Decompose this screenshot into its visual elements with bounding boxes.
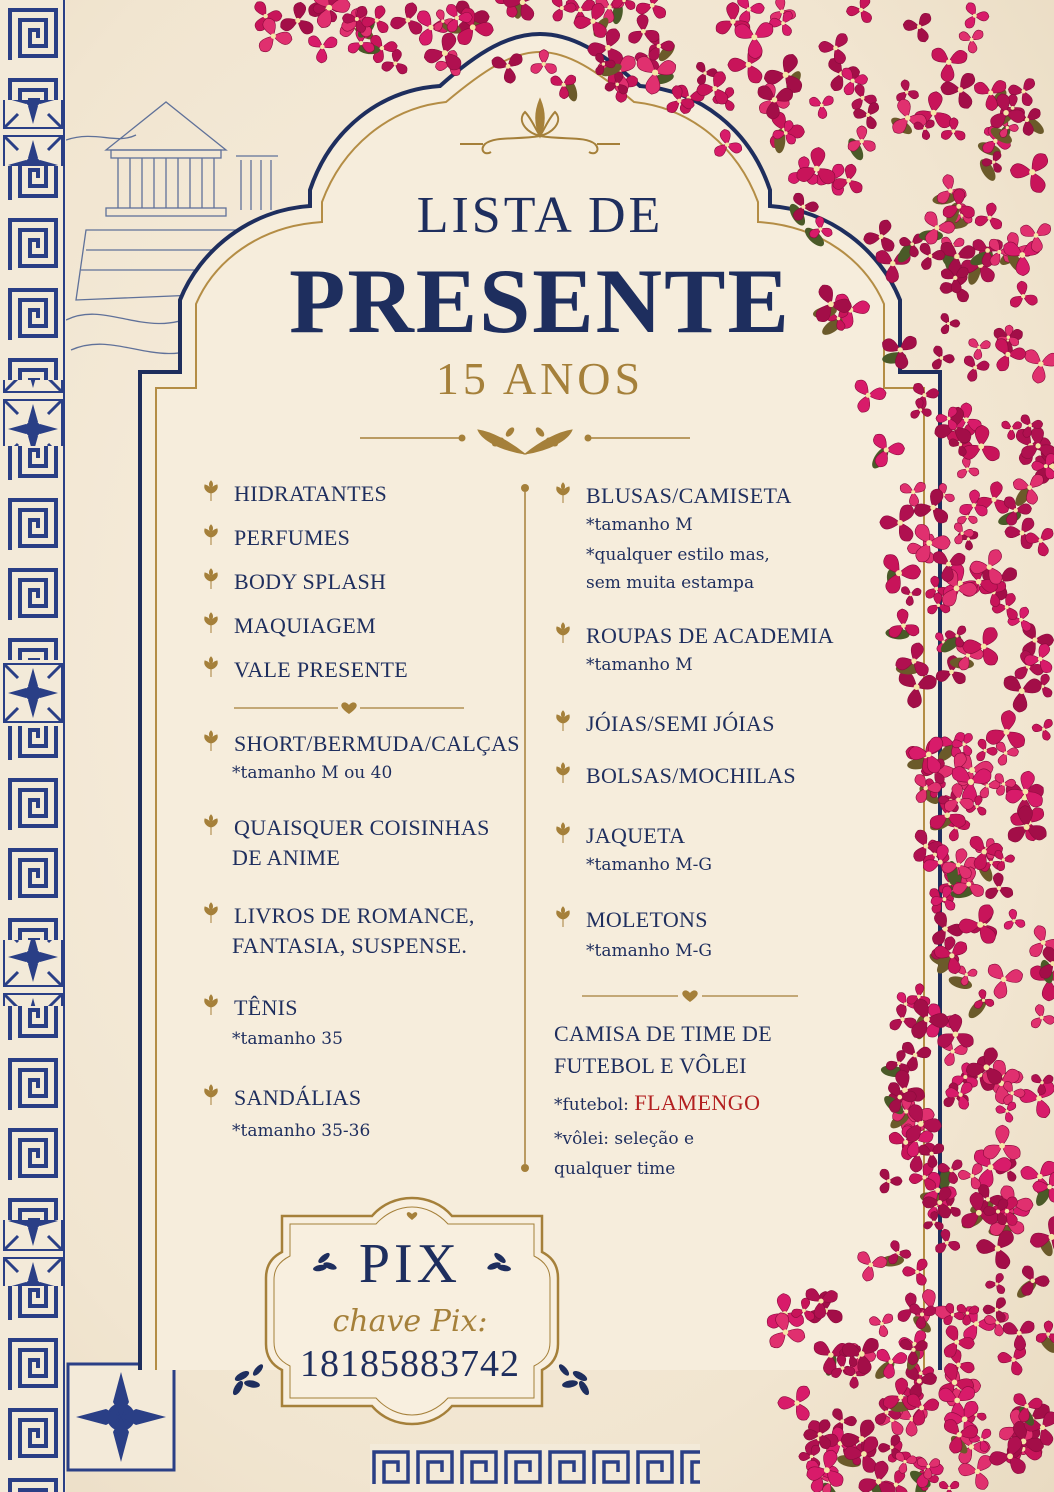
list-item <box>200 478 387 509</box>
list-item <box>200 522 350 553</box>
leaf-sprig-icon <box>200 902 222 924</box>
item-label: SANDÁLIAS <box>234 1085 362 1110</box>
football-team: FLAMENGO <box>634 1090 761 1115</box>
item-label: BLUSAS/CAMISETA <box>586 483 792 508</box>
item-label-line2: DE ANIME <box>232 845 341 870</box>
football-prefix: *futebol: <box>554 1095 629 1115</box>
leaf-sprig-icon <box>200 994 222 1016</box>
title-line-3: 15 ANOS <box>435 353 645 404</box>
list-item <box>200 812 490 843</box>
column-divider <box>518 482 532 1174</box>
item-label: MAQUIAGEM <box>234 613 377 638</box>
list-item <box>200 654 408 685</box>
list-item <box>552 708 775 739</box>
item-note: *tamanho M ou 40 <box>232 763 393 783</box>
leaf-sprig-icon <box>200 568 222 590</box>
item-note: *tamanho 35 <box>232 1029 343 1049</box>
list-item <box>200 1082 361 1113</box>
item-label: TÊNIS <box>234 995 298 1020</box>
item-label: SHORT/BERMUDA/CALÇAS <box>234 731 520 756</box>
leaf-sprig-icon <box>200 656 222 678</box>
list-item <box>200 566 386 597</box>
team-shirt-heading: CAMISA DE TIME DE <box>554 1021 772 1046</box>
item-label: JÓIAS/SEMI JÓIAS <box>586 711 775 736</box>
pix-key[interactable]: 18185883742 <box>300 1343 520 1385</box>
list-item <box>552 760 796 791</box>
item-label: MOLETONS <box>586 907 708 932</box>
item-label: JAQUETA <box>586 823 686 848</box>
list-item <box>552 620 834 651</box>
leaf-sprig-icon <box>552 482 574 504</box>
fleur-de-lis-icon <box>455 92 625 162</box>
list-item <box>200 900 475 931</box>
leaf-sprig-icon <box>200 1084 222 1106</box>
list-item <box>552 820 685 851</box>
leaf-sprig-icon <box>200 524 222 546</box>
leaf-sprig-icon <box>200 612 222 634</box>
leaf-sprig-icon <box>200 730 222 752</box>
heart-icon <box>582 988 798 1004</box>
list-item <box>200 992 298 1023</box>
item-note: *tamanho M-G <box>586 855 712 875</box>
item-label: LIVROS DE ROMANCE, <box>234 903 475 928</box>
leaf-sprig-icon <box>552 622 574 644</box>
heart-icon <box>234 700 464 716</box>
title-line-2: PRESENTE <box>289 250 791 352</box>
pix-key-label: chave Pix: <box>332 1304 488 1339</box>
volley-note: *vôlei: seleção e <box>554 1129 695 1149</box>
leaf-sprig-icon <box>200 814 222 836</box>
item-label: HIDRATANTES <box>234 481 388 506</box>
title-line-1: LISTA DE <box>416 187 664 244</box>
list-item <box>552 480 792 511</box>
item-label: VALE PRESENTE <box>234 657 409 682</box>
leaf-sprig-icon <box>200 480 222 502</box>
volley-note-2: qualquer time <box>554 1159 676 1179</box>
list-item <box>552 904 708 935</box>
item-note: *tamanho M <box>586 515 693 535</box>
item-note: *tamanho M <box>586 655 693 675</box>
item-label: QUAISQUER COISINHAS <box>234 815 490 840</box>
item-label-line2: FANTASIA, SUSPENSE. <box>232 933 468 958</box>
leaf-sprig-icon <box>552 762 574 784</box>
item-label: BOLSAS/MOCHILAS <box>586 763 796 788</box>
item-note: sem muita estampa <box>586 573 755 593</box>
item-note: *tamanho M-G <box>586 941 712 961</box>
item-label: BODY SPLASH <box>234 569 387 594</box>
football-note <box>554 1088 761 1120</box>
list-item <box>200 728 520 759</box>
laurel-icon <box>360 420 690 460</box>
item-label: PERFUMES <box>234 525 351 550</box>
item-label: ROUPAS DE ACADEMIA <box>586 623 834 648</box>
item-note: *qualquer estilo mas, <box>586 545 770 565</box>
list-item <box>200 610 376 641</box>
pix-title: PIX <box>358 1233 462 1295</box>
item-note: *tamanho 35-36 <box>232 1121 371 1141</box>
leaf-sprig-icon <box>552 710 574 732</box>
leaf-sprig-icon <box>552 822 574 844</box>
team-shirt-heading-2: FUTEBOL E VÔLEI <box>554 1053 747 1078</box>
leaf-sprig-icon <box>552 906 574 928</box>
